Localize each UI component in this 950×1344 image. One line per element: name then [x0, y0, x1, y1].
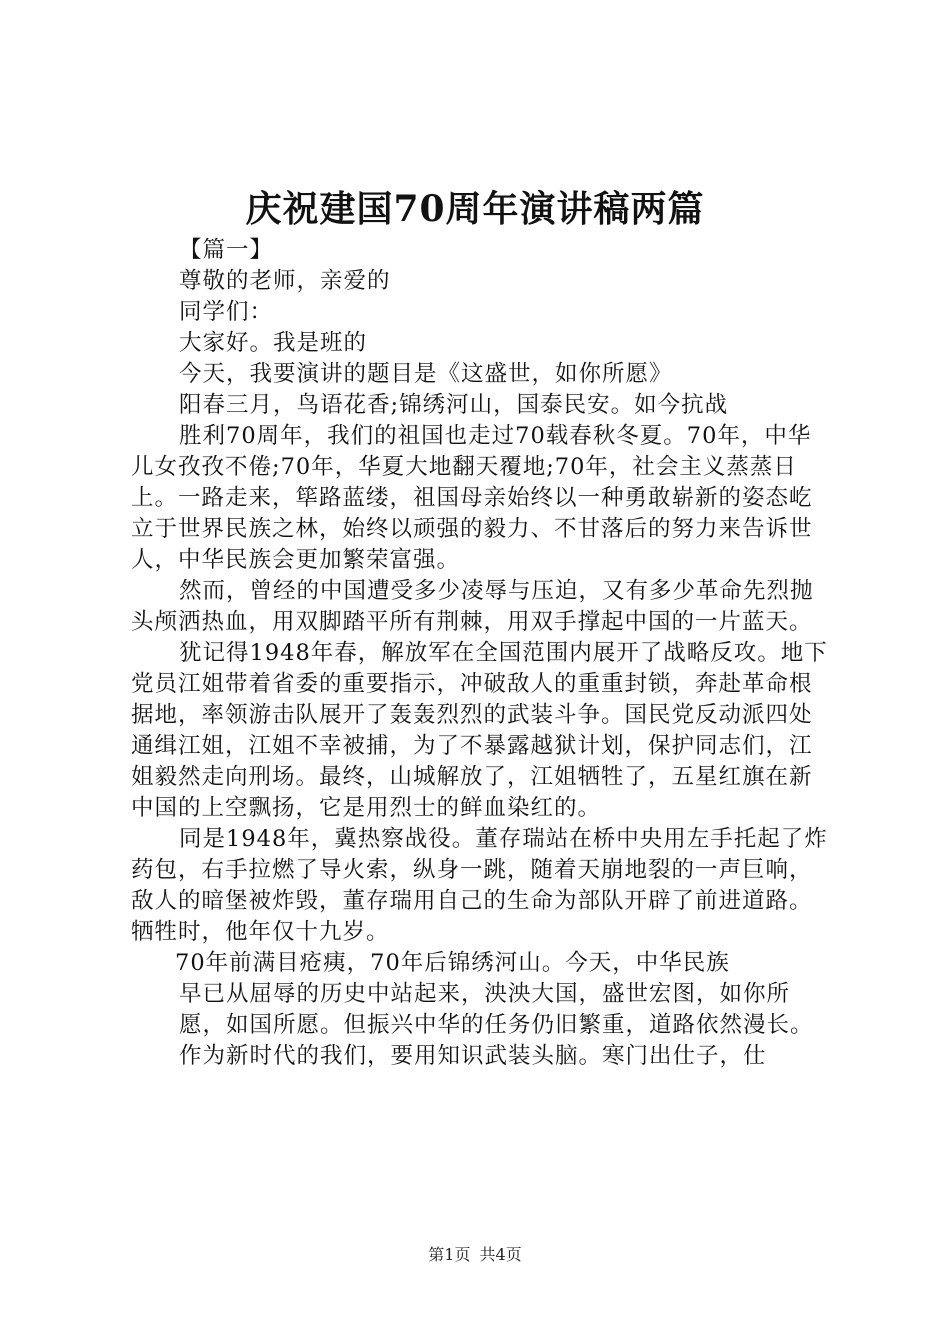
salutation-line-2: 同学们： — [179, 299, 274, 325]
paragraph-new-era: 作为新时代的我们，要用知识武装头脑。寒门出仕子，仕 — [179, 1043, 767, 1069]
page-footer — [0, 1244, 950, 1266]
paragraph-rise-line-2: 愿，如国所愿。但振兴中华的任务仍旧繁重，道路依然漫长。 — [179, 1012, 814, 1038]
paragraph-martyrs: 然而，曾经的中国遭受多少凌辱与压迫，又有多少革命先烈抛头颅洒热血，用双脚踏平所有荆棘，用双手撑起中国的一片蓝天。 — [131, 578, 814, 635]
section-heading: 【篇一】 — [179, 237, 274, 263]
paragraph-jiang-jie: 犹记得1948年春，解放军在全国范围内展开了战略反攻。地下党员江姐带着省委的重要指示，冲破敌人的重重封锁，奔赴革命根据地，率领游击队展开了轰轰烈烈的武装斗争。国民党反动派四处通缉江姐，江姐不幸被捕，为了不暴露越狱计划，保护同志们，江姐毅然走向刑场。最终，山城解放了，江姐牺牲了，五星红旗在新中国的上空飘扬，它是用烈士的鲜血染红的。 — [131, 640, 828, 821]
page-number: 第1页 — [428, 1245, 471, 1264]
document-title: 庆祝建国70周年演讲稿两篇 — [245, 188, 705, 230]
greeting-line: 大家好。我是班的 — [179, 330, 368, 356]
paragraph-rise-line-1: 早已从屈辱的历史中站起来，泱泱大国，盛世宏图，如你所 — [179, 981, 791, 1007]
paragraph-dong-cunrui: 同是1948年，冀热察战役。董存瑞站在桥中央用左手托起了炸药包，右手拉燃了导火索，纵身一跳，随着天崩地裂的一声巨响，敌人的暗堡被炸毁，董存瑞用自己的生命为部队开辟了前进道路。牺牲时，他年仅十九岁。 — [131, 826, 828, 945]
paragraph-70-years: 胜利70周年，我们的祖国也走过70载春秋冬夏。70年，中华儿女孜孜不倦;70年，华夏大地翻天覆地;70年，社会主义蒸蒸日上。一路走来，筚路蓝缕，祖国母亲始终以一种勇敢崭新的姿态屹立于世界民族之林，始终以顽强的毅力、不甘落后的努力来告诉世人，中华民族会更加繁荣富强。 — [131, 423, 813, 573]
page-total: 共4页 — [479, 1245, 522, 1264]
salutation-line-1: 尊敬的老师，亲爱的 — [179, 268, 391, 294]
paragraph-spring: 阳春三月，鸟语花香;锦绣河山，国泰民安。如今抗战 — [179, 392, 729, 418]
document-body — [131, 235, 831, 1072]
topic-line: 今天，我要演讲的题目是《这盛世，如你所愿》 — [179, 361, 673, 387]
paragraph-then-and-now: 70年前满目疮痍，70年后锦绣河山。今天，中华民族 — [175, 950, 730, 976]
